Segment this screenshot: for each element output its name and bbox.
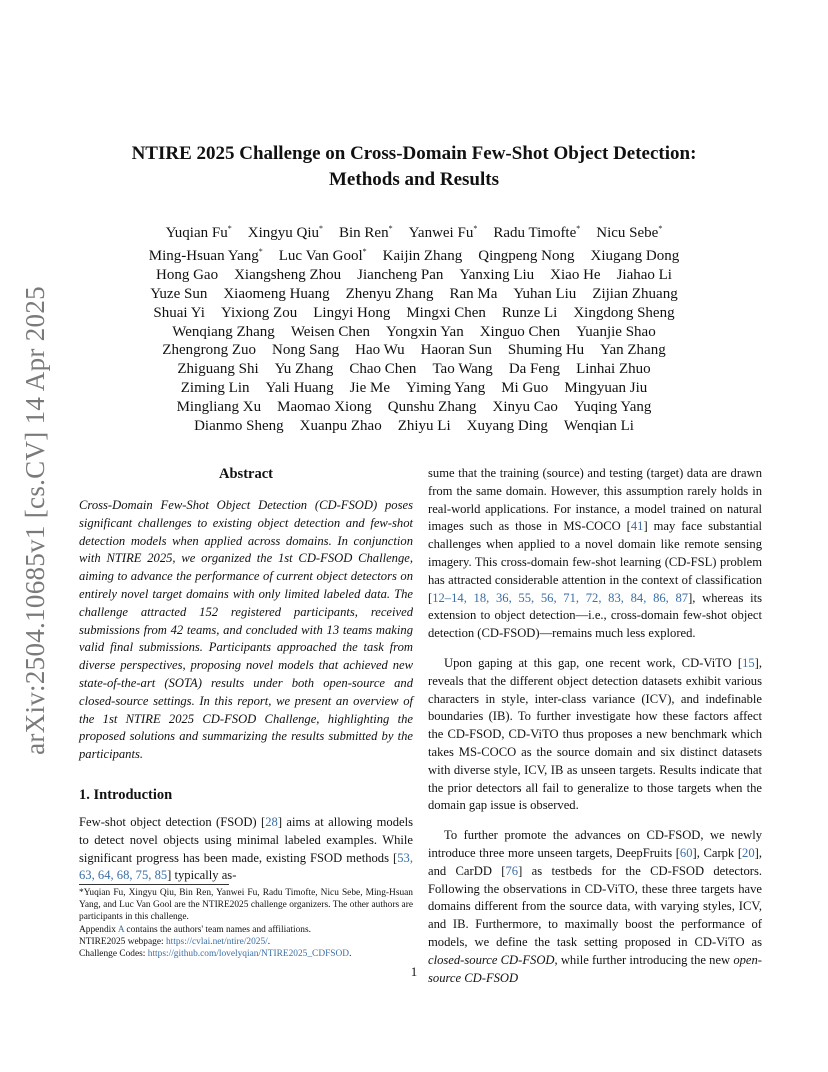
citation-link[interactable]: 41	[630, 519, 644, 534]
author-name: Xingyu Qiu*	[247, 224, 323, 241]
author-line	[100, 304, 728, 323]
citation-link[interactable]: 12–14, 18, 36, 55, 56, 71, 72, 83, 84, 86, 87	[432, 590, 689, 605]
right-column	[428, 465, 762, 987]
citation-link[interactable]: 76	[505, 863, 519, 878]
organizer-mark: *	[362, 246, 367, 256]
author-line	[100, 360, 728, 379]
author-name: Wenqiang Zhang	[172, 323, 275, 340]
author-line	[100, 417, 728, 436]
footnote-rule	[79, 884, 229, 885]
body-paragraph-3: To further promote the advances on CD-FSOD, we newly introduce three more unseen targets, DeepFruits [60], Carpk [20], and CarDD [76] as testbeds for the CD-FSOD detectors. Following the observations in CD-ViTO, these three targets have domains different from the source data, with varying styles, ICV, and IB. Furthermore, to maximally boost the performance of models, we define the task setting proposed in CD-ViTO as closed-source CD-FSOD, while further introducing the new open-source CD-FSOD	[428, 828, 762, 985]
author-name: Mi Guo	[501, 380, 549, 397]
author-name: Haoran Sun	[420, 342, 492, 359]
intro-paragraph: Few-shot object detection (FSOD) [28] aims at allowing models to detect novel objects using minimal labeled examples. While significant progress has been made, existing FSOD methods [53, 63, 64, 68, 75, 85] typically as-	[79, 814, 413, 883]
author-name: Xinyu Cao	[492, 399, 558, 416]
author-name: Yanwei Fu*	[408, 224, 478, 241]
footnote-organizers: *Yuqian Fu, Xingyu Qiu, Bin Ren, Yanwei Fu, Radu Timofte, Nicu Sebe, Ming-Hsuan Yang, and Luc Van Gool are the NTIRE2025 challenge organizers. The other authors are participants in this challenge.	[79, 888, 413, 923]
author-name: Shuming Hu	[507, 342, 585, 359]
author-name: Mingliang Xu	[176, 399, 262, 416]
author-name: Hong Gao	[156, 266, 219, 283]
abstract-body: Cross-Domain Few-Shot Object Detection (CD-FSOD) poses significant challenges to existing object detection and few-shot detection models when applied across domains. In conjunction with NTIRE 2025, we organized the 1st CD-FSOD Challenge, aiming to advance the performance of current object detectors on entirely novel target domains with only limited labeled data. The challenge attracted 152 registered participants, received submissions from 42 teams, and concluded with 13 teams making valid final submissions. Participants approached the task from diverse perspectives, proposing novel models that achieved new state-of-the-art (SOTA) results under both open-source and closed-source settings. In this report, we present an overview of the 1st NTIRE 2025 CD-FSOD Challenge, highlighting the proposed solutions and summarizing the results submitted by the participants.	[79, 498, 413, 762]
author-name: Zhengrong Zuo	[162, 342, 257, 359]
page-number: 1	[410, 964, 418, 979]
author-name: Zhiyu Li	[397, 418, 451, 435]
author-name: Linhai Zhuo	[576, 361, 651, 378]
author-name: Yu Zhang	[274, 361, 334, 378]
footnote-codes: Challenge Codes: https://github.com/lovelyqian/NTIRE2025_CDFSOD.	[79, 949, 352, 960]
author-name: Shuai Yi	[153, 304, 205, 321]
author-name: Ran Ma	[449, 285, 498, 302]
title-line-2: Methods and Results	[329, 169, 499, 190]
author-name: Mingxi Chen	[406, 304, 486, 321]
author-name: Weisen Chen	[290, 323, 371, 340]
author-name: Jiancheng Pan	[357, 266, 444, 283]
author-name: Zijian Zhuang	[592, 285, 678, 302]
author-name: Dianmo Sheng	[194, 418, 284, 435]
footnote-appendix: Appendix A contains the authors' team names and affiliations.	[79, 924, 311, 935]
author-name: Yongxin Yan	[386, 323, 464, 340]
footnote	[79, 887, 413, 960]
author-line	[100, 220, 728, 243]
webpage-link[interactable]: https://cvlai.net/ntire/2025/	[165, 936, 268, 947]
author-name: Jie Me	[349, 380, 391, 397]
author-line	[100, 285, 728, 304]
author-name: Bin Ren*	[338, 224, 393, 241]
title-line-1: NTIRE 2025 Challenge on Cross-Domain Few-Shot Object Detection:	[131, 143, 697, 164]
author-line	[100, 266, 728, 285]
organizer-mark: *	[258, 246, 263, 256]
author-name: Zhenyu Zhang	[345, 285, 434, 302]
author-name: Luc Van Gool*	[278, 246, 367, 264]
citation-link[interactable]: 28	[265, 814, 278, 829]
author-name: Yali Huang	[265, 380, 334, 397]
author-name: Xingdong Sheng	[573, 304, 675, 321]
author-name: Xiugang Dong	[590, 247, 680, 264]
author-name: Qingpeng Nong	[478, 247, 575, 264]
citation-link[interactable]: 53, 63, 64, 68, 75, 85	[79, 850, 413, 883]
author-name: Yanxing Liu	[459, 266, 535, 283]
author-list	[100, 220, 728, 436]
body-paragraph-1: sume that the training (source) and testing (target) data are drawn from the same domain. However, this assumption rarely holds in real-world applications. For instance, a model trained on natural images such as those in MS-COCO [41] may face substantial challenges when applied to a novel domain like remote sensing imagery. This cross-domain few-shot learning (CD-FSL) problem has attracted considerable attention in the context of classification [12–14, 18, 36, 55, 56, 71, 72, 83, 84, 86, 87], whereas its extension to object detection—i.e., cross-domain few-shot object detection (CD-FSOD)—remains much less explored.	[428, 466, 763, 641]
author-name: Wenqian Li	[563, 418, 634, 435]
left-column	[79, 465, 413, 885]
author-name: Mingyuan Jiu	[564, 380, 648, 397]
author-name: Zhiguang Shi	[177, 361, 259, 378]
author-name: Xiangsheng Zhou	[234, 266, 342, 283]
author-name: Lingyi Hong	[313, 304, 391, 321]
author-name: Qunshu Zhang	[387, 399, 477, 416]
author-name: Nong Sang	[272, 342, 340, 359]
author-name: Yuhan Liu	[513, 285, 577, 302]
author-line	[100, 379, 728, 398]
citation-link[interactable]: 20	[742, 845, 755, 860]
author-name: Xinguo Chen	[479, 323, 561, 340]
organizer-mark: *	[658, 224, 663, 233]
author-name: Tao Wang	[432, 361, 493, 378]
author-name: Yuze Sun	[150, 285, 208, 302]
author-name: Jiahao Li	[616, 266, 672, 283]
codes-link[interactable]: https://github.com/lovelyqian/NTIRE2025_CDFSOD	[147, 949, 350, 960]
author-name: Nicu Sebe*	[596, 224, 663, 241]
introduction-heading: 1. Introduction	[79, 786, 173, 803]
author-name: Xuanpu Zhao	[299, 418, 382, 435]
author-line	[100, 323, 728, 342]
author-name: Xiao He	[550, 266, 601, 283]
appendix-link[interactable]: A	[117, 924, 125, 935]
author-name: Radu Timofte*	[493, 224, 581, 241]
author-line	[100, 398, 728, 417]
author-name: Yuanjie Shao	[576, 323, 656, 340]
author-name: Yuqian Fu*	[165, 224, 232, 241]
author-name: Runze Li	[501, 304, 558, 321]
organizer-mark: *	[318, 224, 323, 233]
citation-link[interactable]: 60	[679, 845, 693, 860]
footnote-webpage: NTIRE2025 webpage: https://cvlai.net/ntire/2025/.	[79, 936, 271, 947]
author-name: Xuyang Ding	[466, 418, 548, 435]
abstract-heading: Abstract	[219, 466, 273, 482]
author-name: Chao Chen	[349, 361, 417, 378]
author-line	[100, 341, 728, 360]
author-name: Ziming Lin	[180, 380, 250, 397]
author-line	[100, 243, 728, 266]
author-name: Kaijin Zhang	[382, 247, 463, 264]
citation-link[interactable]: 15	[742, 655, 755, 670]
organizer-mark: *	[227, 224, 232, 233]
organizer-mark: *	[576, 224, 581, 233]
author-name: Hao Wu	[355, 342, 405, 359]
author-name: Xiaomeng Huang	[223, 285, 330, 302]
arxiv-id: arXiv:2504.10685v1 [cs.CV] 14 Apr 2025	[19, 285, 50, 755]
organizer-mark: *	[473, 224, 478, 233]
author-name: Yiming Yang	[406, 380, 486, 397]
author-name: Yuqing Yang	[573, 399, 652, 416]
paper-title	[100, 141, 728, 193]
author-name: Maomao Xiong	[277, 399, 372, 416]
author-name: Ming-Hsuan Yang*	[148, 246, 263, 264]
arxiv-side-stamp	[20, 285, 50, 755]
author-name: Yixiong Zou	[220, 304, 298, 321]
body-paragraph-2: Upon gaping at this gap, one recent work, CD-ViTO [15], reveals that the different object detection datasets exhibit various characters in style, inter-class variance (ICV), and indefinable boundaries (IB). To further investigate how these factors affect the CD-FSOD, CD-ViTO thus proposes a new benchmark which takes MS-COCO as the source domain and six distinct datasets with diverse style, ICV, IB as unseen targets. Results indicate that the prior detectors all fail to generalize to those targets when the domain gap issue is observed.	[428, 655, 762, 813]
author-name: Yan Zhang	[600, 342, 666, 359]
organizer-mark: *	[388, 224, 393, 233]
author-name: Da Feng	[508, 361, 561, 378]
